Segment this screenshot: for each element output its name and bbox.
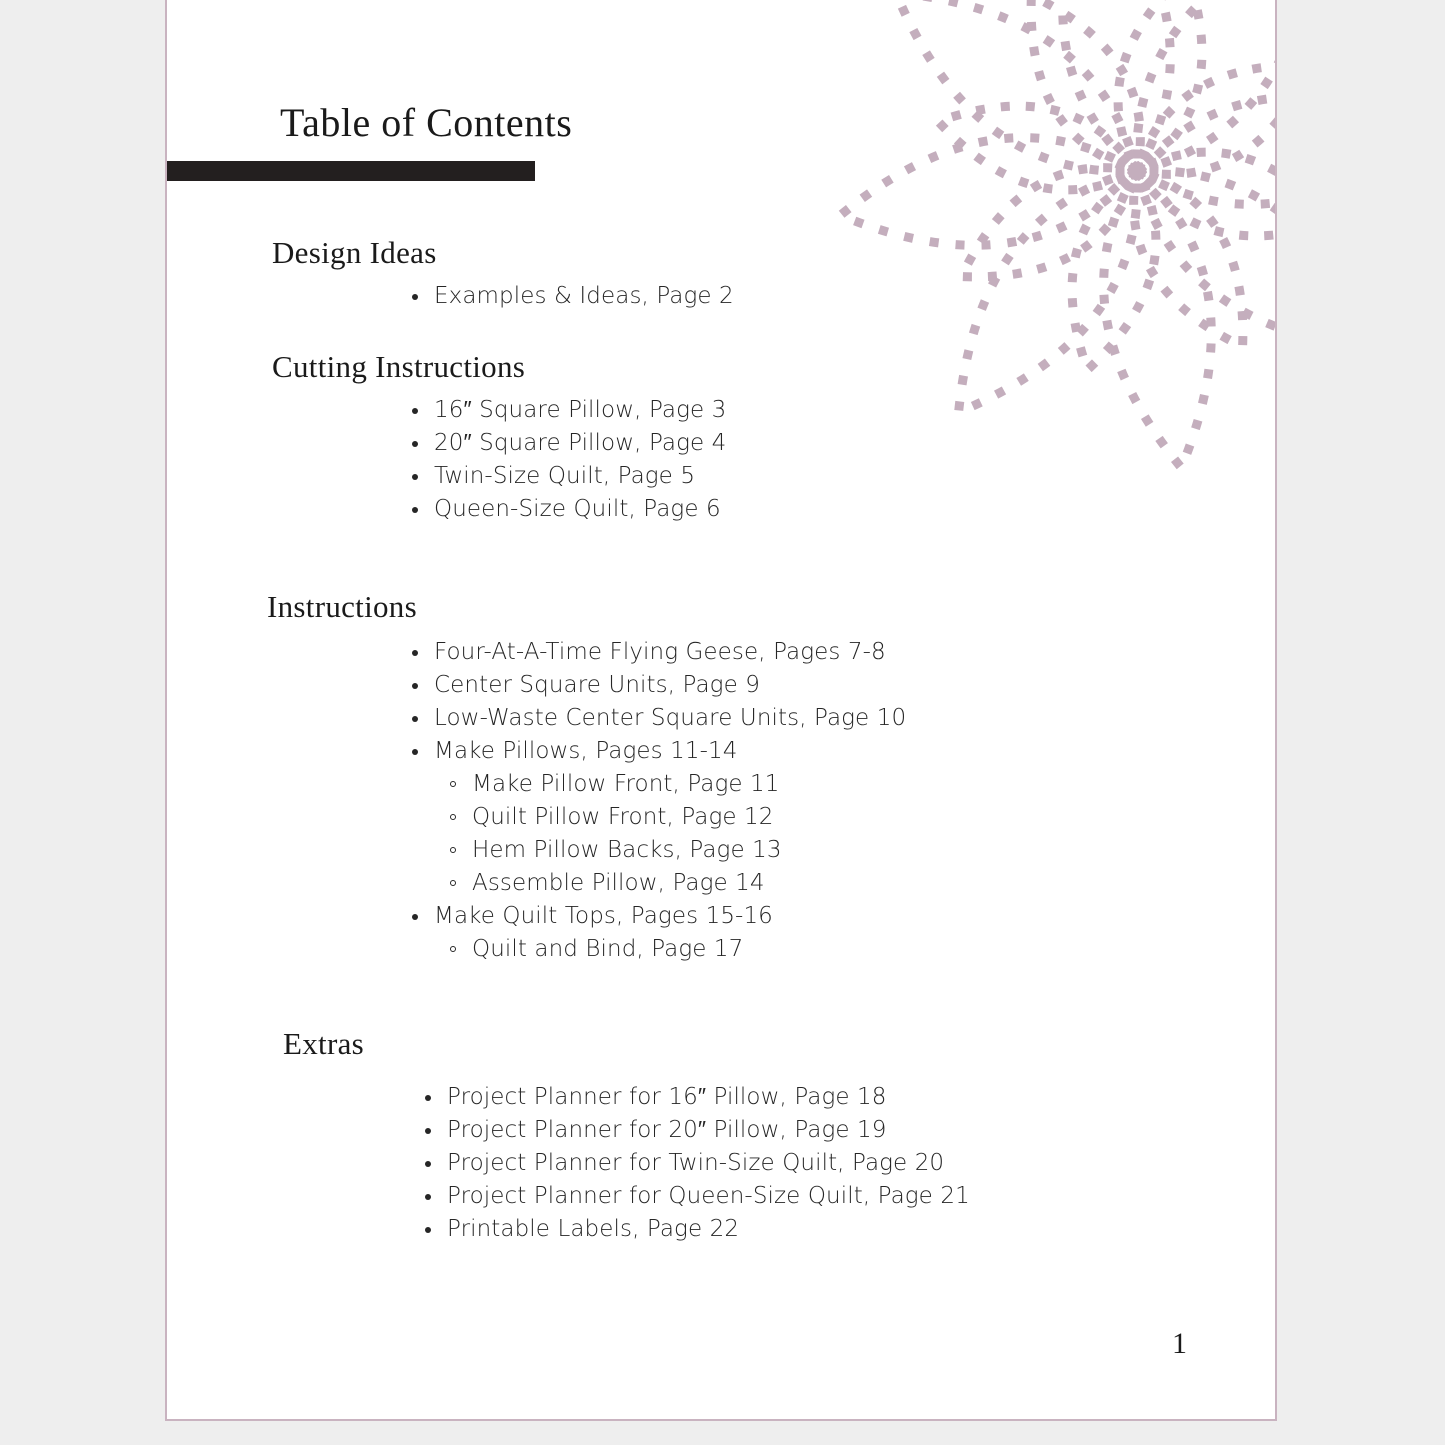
list-item[interactable]: Assemble Pillow, Page 14 [412,867,1275,900]
list-item[interactable]: Quilt and Bind, Page 17 [412,933,1275,966]
list-item[interactable]: Queen-Size Quilt, Page 6 [412,493,1275,526]
list-item[interactable]: Project Planner for Twin-Size Quilt, Page 20 [425,1147,1275,1180]
document-page [165,0,1277,1421]
list-item[interactable]: Hem Pillow Backs, Page 13 [412,834,1275,867]
list-item[interactable]: Make Quilt Tops, Pages 15-16 [412,900,1275,933]
section-heading: Instructions [267,589,417,624]
list-item[interactable]: Examples & Ideas, Page 2 [412,280,1275,313]
toc-list [412,636,1275,966]
list-item[interactable]: Project Planner for Queen-Size Quilt, Page 21 [425,1180,1275,1213]
section-design-ideas [167,237,1275,313]
section-cutting-instructions [167,351,1275,526]
list-item[interactable]: Four-At-A-Time Flying Geese, Pages 7-8 [412,636,1275,669]
list-item[interactable]: Printable Labels, Page 22 [425,1213,1275,1246]
list-item[interactable]: Center Square Units, Page 9 [412,669,1275,702]
list-item[interactable]: 16″ Square Pillow, Page 3 [412,394,1275,427]
list-item[interactable]: Twin-Size Quilt, Page 5 [412,460,1275,493]
list-item[interactable]: Make Pillows, Pages 11-14 [412,735,1275,768]
toc-content [167,237,1275,1246]
toc-list [412,280,1275,313]
toc-list [412,394,1275,526]
section-heading: Design Ideas [272,235,437,270]
section-heading: Cutting Instructions [272,349,526,384]
list-item[interactable]: Make Pillow Front, Page 11 [412,768,1275,801]
list-item[interactable]: Project Planner for 16″ Pillow, Page 18 [425,1081,1275,1114]
title-underline-rule [167,161,535,181]
list-item[interactable]: 20″ Square Pillow, Page 4 [412,427,1275,460]
list-item[interactable]: Project Planner for 20″ Pillow, Page 19 [425,1114,1275,1147]
section-instructions [167,591,1275,966]
section-heading: Extras [283,1026,364,1061]
toc-list [425,1081,1275,1246]
section-extras [167,1028,1275,1246]
page-title: Table of Contents [280,100,573,145]
list-item[interactable]: Low-Waste Center Square Units, Page 10 [412,702,1275,735]
page-number: 1 [1172,1327,1187,1360]
list-item[interactable]: Quilt Pillow Front, Page 12 [412,801,1275,834]
